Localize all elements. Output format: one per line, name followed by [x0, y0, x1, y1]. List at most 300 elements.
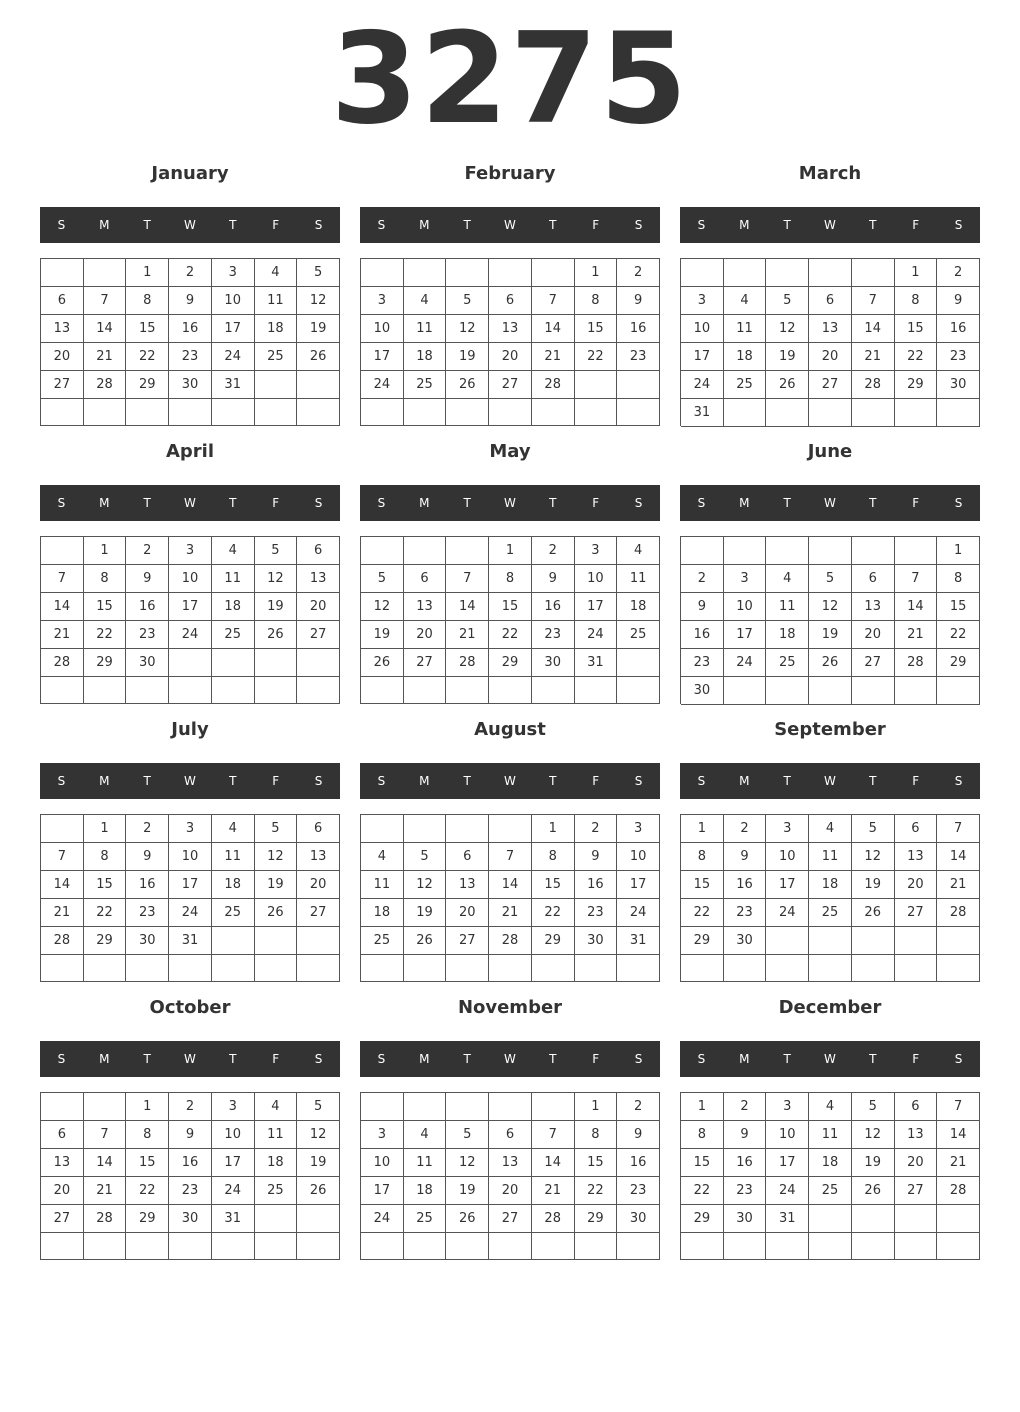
weekday-label: F [272, 496, 280, 510]
day-cell: 17 [617, 871, 660, 899]
day-cell: 17 [169, 593, 212, 621]
empty-day-cell [255, 1205, 298, 1233]
day-cell: 16 [724, 871, 767, 899]
empty-day-cell [575, 955, 618, 982]
day-cell: 17 [212, 315, 255, 343]
weekday-label: M [739, 774, 750, 788]
weekday-label: M [419, 1052, 430, 1066]
day-cell: 28 [489, 927, 532, 955]
day-cell: 29 [575, 1205, 618, 1233]
day-cell: 2 [724, 815, 767, 843]
empty-day-cell [852, 955, 895, 982]
day-cell: 29 [84, 927, 127, 955]
day-cell: 21 [937, 1149, 980, 1177]
empty-day-cell [617, 649, 660, 677]
day-cell: 4 [404, 1121, 447, 1149]
empty-day-cell [255, 955, 298, 982]
empty-day-cell [41, 955, 84, 982]
empty-day-cell [41, 399, 84, 426]
month-name: January [151, 163, 229, 184]
day-cell: 15 [489, 593, 532, 621]
weekday-header [40, 207, 340, 243]
day-cell: 15 [532, 871, 575, 899]
day-cell: 15 [681, 1149, 724, 1177]
weekday-header [360, 207, 660, 243]
empty-day-cell [446, 815, 489, 843]
day-cell: 5 [852, 815, 895, 843]
day-cell: 25 [255, 1177, 298, 1205]
day-cell: 26 [852, 1177, 895, 1205]
day-cell: 26 [297, 1177, 340, 1205]
day-cell: 24 [724, 649, 767, 677]
empty-day-cell [126, 1233, 169, 1260]
day-cell: 13 [297, 843, 340, 871]
day-cell: 8 [575, 287, 618, 315]
day-cell: 6 [809, 287, 852, 315]
day-cell: 28 [532, 371, 575, 399]
day-cell: 6 [895, 1093, 938, 1121]
day-cell: 9 [169, 1121, 212, 1149]
day-cell: 13 [809, 315, 852, 343]
empty-day-cell [724, 1233, 767, 1260]
weekday-label: F [592, 218, 600, 232]
day-cell: 2 [126, 815, 169, 843]
empty-day-cell [532, 399, 575, 426]
weekday-label: T [783, 1052, 791, 1066]
day-cell: 24 [766, 899, 809, 927]
month-name: September [774, 719, 886, 740]
day-cell: 28 [937, 899, 980, 927]
empty-day-cell [809, 1233, 852, 1260]
weekday-label: S [634, 218, 643, 232]
day-cell: 23 [617, 1177, 660, 1205]
day-cell: 7 [446, 565, 489, 593]
weekday-label: F [912, 1052, 920, 1066]
empty-day-cell [84, 1233, 127, 1260]
weekday-header [40, 763, 340, 799]
weekday-label: T [783, 218, 791, 232]
empty-day-cell [937, 1205, 980, 1233]
weekday-label: S [57, 496, 66, 510]
weekday-label: S [697, 218, 706, 232]
weekday-label: S [314, 496, 323, 510]
empty-day-cell [532, 1093, 575, 1121]
weekday-label: T [229, 218, 237, 232]
empty-day-cell [617, 677, 660, 704]
day-cell: 5 [766, 287, 809, 315]
day-cell: 31 [212, 371, 255, 399]
day-cell: 9 [617, 1121, 660, 1149]
empty-day-cell [41, 815, 84, 843]
month-name: March [798, 163, 862, 184]
weekday-label: M [99, 496, 110, 510]
day-cell: 19 [297, 1149, 340, 1177]
day-cell: 28 [532, 1205, 575, 1233]
day-cell: 5 [255, 537, 298, 565]
day-cell: 25 [404, 371, 447, 399]
empty-day-cell [809, 537, 852, 565]
day-cell: 2 [532, 537, 575, 565]
day-cell: 26 [446, 371, 489, 399]
day-cell: 25 [724, 371, 767, 399]
day-cell: 11 [255, 1121, 298, 1149]
day-cell: 26 [852, 899, 895, 927]
day-cell: 3 [766, 1093, 809, 1121]
day-cell: 16 [169, 1149, 212, 1177]
day-cell: 21 [532, 343, 575, 371]
month-name: October [149, 997, 231, 1018]
day-cell: 21 [446, 621, 489, 649]
day-cell: 22 [575, 343, 618, 371]
day-cell: 4 [724, 287, 767, 315]
day-cell: 15 [575, 1149, 618, 1177]
empty-day-cell [404, 537, 447, 565]
day-cell: 21 [84, 343, 127, 371]
empty-day-cell [361, 955, 404, 982]
day-cell: 14 [532, 315, 575, 343]
empty-day-cell [446, 955, 489, 982]
day-cell: 9 [126, 843, 169, 871]
empty-day-cell [255, 399, 298, 426]
day-cell: 27 [489, 371, 532, 399]
weekday-label: S [57, 774, 66, 788]
day-cell: 1 [681, 1093, 724, 1121]
day-cell: 19 [297, 315, 340, 343]
empty-day-cell [84, 399, 127, 426]
day-cell: 16 [169, 315, 212, 343]
day-cell: 27 [852, 649, 895, 677]
empty-day-cell [895, 955, 938, 982]
empty-day-cell [41, 259, 84, 287]
day-cell: 1 [532, 815, 575, 843]
day-cell: 16 [126, 593, 169, 621]
weekday-label: F [592, 496, 600, 510]
day-cell: 1 [575, 1093, 618, 1121]
day-cell: 31 [575, 649, 618, 677]
day-cell: 13 [297, 565, 340, 593]
empty-day-cell [169, 1233, 212, 1260]
day-cell: 17 [169, 871, 212, 899]
month-name: December [778, 997, 882, 1018]
day-cell: 11 [809, 1121, 852, 1149]
day-cell: 16 [724, 1149, 767, 1177]
weekday-label: M [739, 1052, 750, 1066]
empty-day-cell [766, 927, 809, 955]
day-cell: 10 [617, 843, 660, 871]
weekday-header [360, 1041, 660, 1077]
empty-day-cell [297, 1233, 340, 1260]
day-cell: 22 [84, 899, 127, 927]
weekday-label: F [592, 1052, 600, 1066]
day-cell: 19 [255, 871, 298, 899]
empty-day-cell [169, 677, 212, 704]
day-cell: 27 [297, 621, 340, 649]
day-cell: 4 [809, 815, 852, 843]
weekday-header [40, 485, 340, 521]
day-cell: 20 [489, 343, 532, 371]
day-cell: 25 [212, 621, 255, 649]
empty-day-cell [575, 677, 618, 704]
day-cell: 3 [724, 565, 767, 593]
weekday-label: S [634, 1052, 643, 1066]
day-cell: 7 [937, 1093, 980, 1121]
day-cell: 27 [404, 649, 447, 677]
day-cell: 7 [532, 1121, 575, 1149]
month-name: November [457, 997, 563, 1018]
day-cell: 30 [169, 371, 212, 399]
empty-day-cell [361, 815, 404, 843]
weekday-label: W [184, 1052, 196, 1066]
empty-day-cell [361, 1093, 404, 1121]
empty-day-cell [41, 677, 84, 704]
day-cell: 9 [532, 565, 575, 593]
day-cell: 2 [575, 815, 618, 843]
weekday-label: W [184, 218, 196, 232]
day-cell: 10 [766, 843, 809, 871]
weekday-label: S [377, 774, 386, 788]
day-cell: 6 [489, 1121, 532, 1149]
day-cell: 19 [404, 899, 447, 927]
day-cell: 1 [126, 259, 169, 287]
empty-day-cell [212, 955, 255, 982]
day-cell: 4 [617, 537, 660, 565]
empty-day-cell [41, 1093, 84, 1121]
weekday-label: T [143, 1052, 151, 1066]
weekday-label: S [954, 774, 963, 788]
empty-day-cell [489, 955, 532, 982]
empty-day-cell [766, 1233, 809, 1260]
empty-day-cell [532, 259, 575, 287]
weekday-header [680, 1041, 980, 1077]
day-cell: 11 [361, 871, 404, 899]
day-cell: 14 [895, 593, 938, 621]
day-cell: 23 [681, 649, 724, 677]
weekday-label: F [912, 496, 920, 510]
day-cell: 26 [255, 621, 298, 649]
empty-day-cell [446, 399, 489, 426]
empty-day-cell [724, 399, 767, 427]
day-cell: 26 [809, 649, 852, 677]
day-cell: 7 [895, 565, 938, 593]
day-cell: 30 [937, 371, 980, 399]
day-cell: 10 [361, 1149, 404, 1177]
empty-day-cell [212, 399, 255, 426]
day-cell: 12 [404, 871, 447, 899]
empty-day-cell [255, 649, 298, 677]
day-cell: 15 [575, 315, 618, 343]
empty-day-cell [489, 1233, 532, 1260]
day-cell: 5 [404, 843, 447, 871]
day-cell: 11 [404, 315, 447, 343]
empty-day-cell [41, 1233, 84, 1260]
weekday-label: M [739, 218, 750, 232]
day-grid [360, 814, 660, 982]
day-cell: 22 [681, 899, 724, 927]
day-cell: 1 [895, 259, 938, 287]
empty-day-cell [212, 1233, 255, 1260]
day-cell: 6 [297, 537, 340, 565]
weekday-label: M [739, 496, 750, 510]
weekday-label: T [229, 1052, 237, 1066]
day-cell: 24 [212, 1177, 255, 1205]
day-cell: 20 [489, 1177, 532, 1205]
day-cell: 23 [126, 621, 169, 649]
day-cell: 14 [937, 1121, 980, 1149]
empty-day-cell [852, 1205, 895, 1233]
day-cell: 27 [446, 927, 489, 955]
day-cell: 18 [766, 621, 809, 649]
empty-day-cell [681, 1233, 724, 1260]
day-grid [680, 1092, 980, 1260]
day-cell: 17 [361, 1177, 404, 1205]
day-cell: 27 [895, 899, 938, 927]
day-cell: 15 [937, 593, 980, 621]
day-cell: 13 [895, 843, 938, 871]
day-cell: 20 [446, 899, 489, 927]
empty-day-cell [852, 1233, 895, 1260]
day-cell: 22 [937, 621, 980, 649]
empty-day-cell [297, 649, 340, 677]
day-cell: 19 [361, 621, 404, 649]
day-cell: 31 [617, 927, 660, 955]
weekday-label: T [143, 218, 151, 232]
empty-day-cell [532, 955, 575, 982]
day-cell: 7 [41, 843, 84, 871]
empty-day-cell [297, 955, 340, 982]
day-cell: 13 [404, 593, 447, 621]
day-cell: 31 [766, 1205, 809, 1233]
day-cell: 12 [361, 593, 404, 621]
empty-day-cell [852, 259, 895, 287]
day-cell: 25 [766, 649, 809, 677]
day-cell: 28 [84, 1205, 127, 1233]
day-cell: 23 [126, 899, 169, 927]
day-cell: 4 [809, 1093, 852, 1121]
weekday-label: W [184, 496, 196, 510]
day-cell: 16 [126, 871, 169, 899]
day-cell: 18 [212, 871, 255, 899]
day-cell: 22 [126, 343, 169, 371]
empty-day-cell [895, 1233, 938, 1260]
day-cell: 21 [84, 1177, 127, 1205]
day-cell: 31 [681, 399, 724, 427]
day-cell: 8 [575, 1121, 618, 1149]
weekday-label: W [824, 1052, 836, 1066]
day-cell: 26 [361, 649, 404, 677]
day-cell: 27 [41, 371, 84, 399]
month-name: April [165, 441, 215, 462]
day-cell: 5 [297, 1093, 340, 1121]
day-cell: 20 [297, 593, 340, 621]
day-cell: 13 [41, 1149, 84, 1177]
empty-day-cell [809, 1205, 852, 1233]
day-cell: 25 [255, 343, 298, 371]
day-cell: 2 [169, 259, 212, 287]
year-title: 3275 [330, 5, 690, 152]
day-cell: 26 [297, 343, 340, 371]
day-cell: 7 [852, 287, 895, 315]
day-cell: 7 [84, 287, 127, 315]
weekday-label: T [229, 496, 237, 510]
day-cell: 3 [169, 815, 212, 843]
day-cell: 10 [169, 565, 212, 593]
empty-day-cell [575, 399, 618, 426]
day-cell: 14 [84, 315, 127, 343]
day-grid [360, 536, 660, 704]
weekday-header [360, 485, 660, 521]
day-cell: 20 [404, 621, 447, 649]
weekday-label: S [57, 218, 66, 232]
empty-day-cell [212, 649, 255, 677]
day-cell: 3 [575, 537, 618, 565]
day-cell: 30 [617, 1205, 660, 1233]
day-cell: 10 [361, 315, 404, 343]
weekday-label: F [272, 774, 280, 788]
day-cell: 8 [126, 1121, 169, 1149]
day-cell: 24 [169, 621, 212, 649]
day-cell: 3 [361, 1121, 404, 1149]
day-cell: 26 [446, 1205, 489, 1233]
weekday-label: T [869, 218, 877, 232]
day-cell: 24 [575, 621, 618, 649]
day-cell: 8 [84, 843, 127, 871]
day-cell: 18 [361, 899, 404, 927]
weekday-label: W [504, 218, 516, 232]
empty-day-cell [255, 371, 298, 399]
weekday-label: M [419, 218, 430, 232]
weekday-label: S [954, 218, 963, 232]
day-cell: 14 [489, 871, 532, 899]
empty-day-cell [895, 537, 938, 565]
empty-day-cell [617, 371, 660, 399]
weekday-header [680, 207, 980, 243]
day-cell: 19 [255, 593, 298, 621]
day-cell: 5 [297, 259, 340, 287]
empty-day-cell [852, 399, 895, 427]
empty-day-cell [489, 259, 532, 287]
day-cell: 24 [212, 343, 255, 371]
day-cell: 18 [404, 343, 447, 371]
empty-day-cell [681, 955, 724, 982]
empty-day-cell [532, 677, 575, 704]
weekday-label: W [504, 774, 516, 788]
day-cell: 14 [532, 1149, 575, 1177]
empty-day-cell [126, 677, 169, 704]
day-cell: 17 [361, 343, 404, 371]
day-cell: 7 [84, 1121, 127, 1149]
day-cell: 9 [617, 287, 660, 315]
day-cell: 23 [617, 343, 660, 371]
day-cell: 11 [212, 843, 255, 871]
empty-day-cell [852, 677, 895, 705]
weekday-label: T [143, 774, 151, 788]
empty-day-cell [84, 955, 127, 982]
day-cell: 6 [852, 565, 895, 593]
day-cell: 23 [724, 899, 767, 927]
day-cell: 21 [41, 899, 84, 927]
weekday-label: F [272, 1052, 280, 1066]
day-cell: 9 [126, 565, 169, 593]
day-cell: 12 [766, 315, 809, 343]
day-cell: 2 [937, 259, 980, 287]
empty-day-cell [446, 1233, 489, 1260]
day-cell: 18 [255, 315, 298, 343]
day-cell: 4 [766, 565, 809, 593]
day-cell: 6 [446, 843, 489, 871]
day-cell: 15 [681, 871, 724, 899]
day-cell: 2 [724, 1093, 767, 1121]
day-cell: 6 [489, 287, 532, 315]
